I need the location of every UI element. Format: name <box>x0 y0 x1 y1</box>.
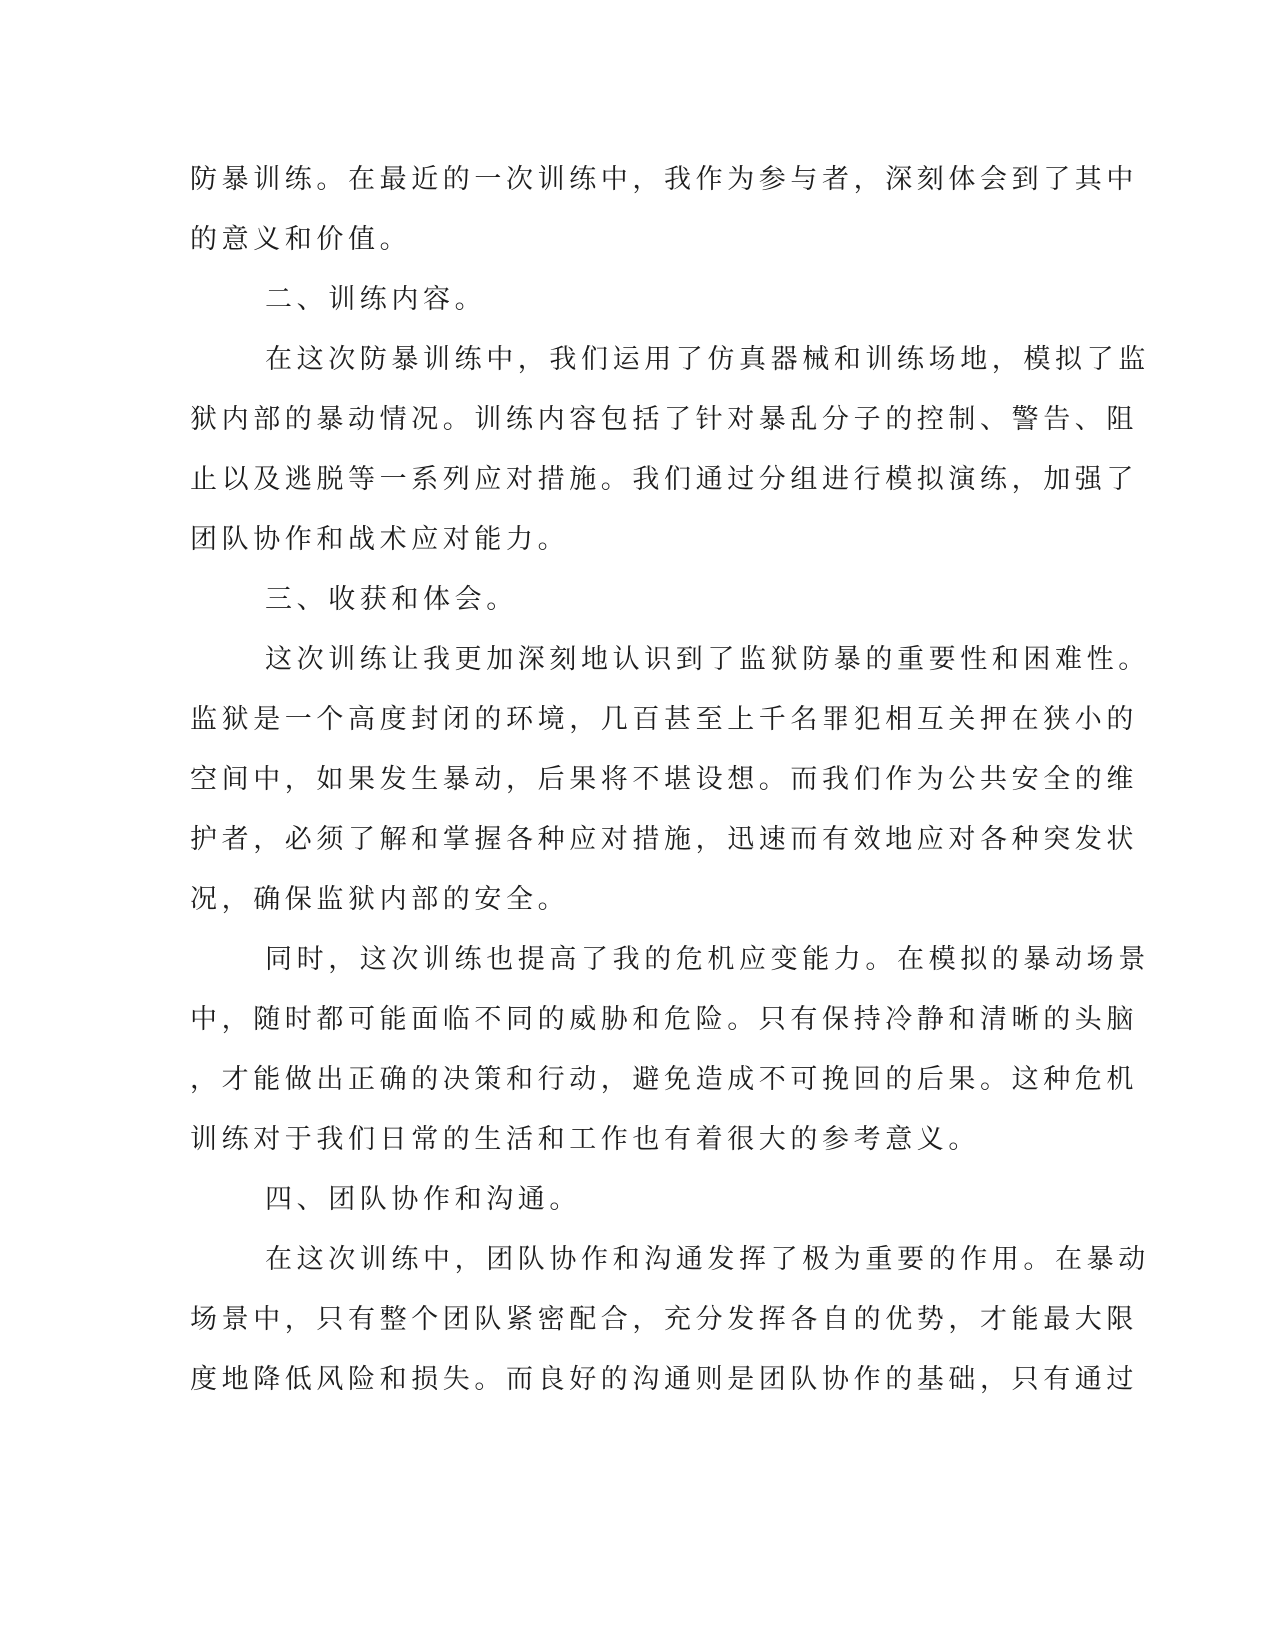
text-line: ，才能做出正确的决策和行动，避免造成不可挽回的后果。这种危机 <box>190 1064 1138 1095</box>
text-line: 团队协作和战术应对能力。 <box>190 524 570 555</box>
document-body <box>190 150 1150 1410</box>
text-line: 况，确保监狱内部的安全。 <box>190 884 570 915</box>
section-heading: 二、训练内容。 <box>265 284 487 315</box>
text-line: 在这次训练中，团队协作和沟通发挥了极为重要的作用。在暴动 <box>265 1244 1150 1275</box>
text-line: 中，随时都可能面临不同的威胁和危险。只有保持冷静和清晰的头脑 <box>190 1004 1138 1035</box>
section-heading: 四、团队协作和沟通。 <box>265 1184 581 1215</box>
text-line: 防暴训练。在最近的一次训练中，我作为参与者，深刻体会到了其中 <box>190 164 1138 195</box>
text-line: 狱内部的暴动情况。训练内容包括了针对暴乱分子的控制、警告、阻 <box>190 404 1138 435</box>
text-line: 场景中，只有整个团队紧密配合，充分发挥各自的优势，才能最大限 <box>190 1304 1138 1335</box>
section-heading: 三、收获和体会。 <box>265 584 518 615</box>
text-line: 空间中，如果发生暴动，后果将不堪设想。而我们作为公共安全的维 <box>190 764 1138 795</box>
text-line: 训练对于我们日常的生活和工作也有着很大的参考意义。 <box>190 1124 980 1155</box>
text-line: 止以及逃脱等一系列应对措施。我们通过分组进行模拟演练，加强了 <box>190 464 1138 495</box>
text-line: 在这次防暴训练中，我们运用了仿真器械和训练场地，模拟了监 <box>265 344 1150 375</box>
text-line: 同时，这次训练也提高了我的危机应变能力。在模拟的暴动场景 <box>265 944 1150 975</box>
text-line: 监狱是一个高度封闭的环境，几百甚至上千名罪犯相互关押在狭小的 <box>190 704 1138 735</box>
text-line: 度地降低风险和损失。而良好的沟通则是团队协作的基础，只有通过 <box>190 1364 1138 1395</box>
text-line: 这次训练让我更加深刻地认识到了监狱防暴的重要性和困难性。 <box>265 644 1150 675</box>
text-line: 护者，必须了解和掌握各种应对措施，迅速而有效地应对各种突发状 <box>190 824 1138 855</box>
text-line: 的意义和价值。 <box>190 224 412 255</box>
